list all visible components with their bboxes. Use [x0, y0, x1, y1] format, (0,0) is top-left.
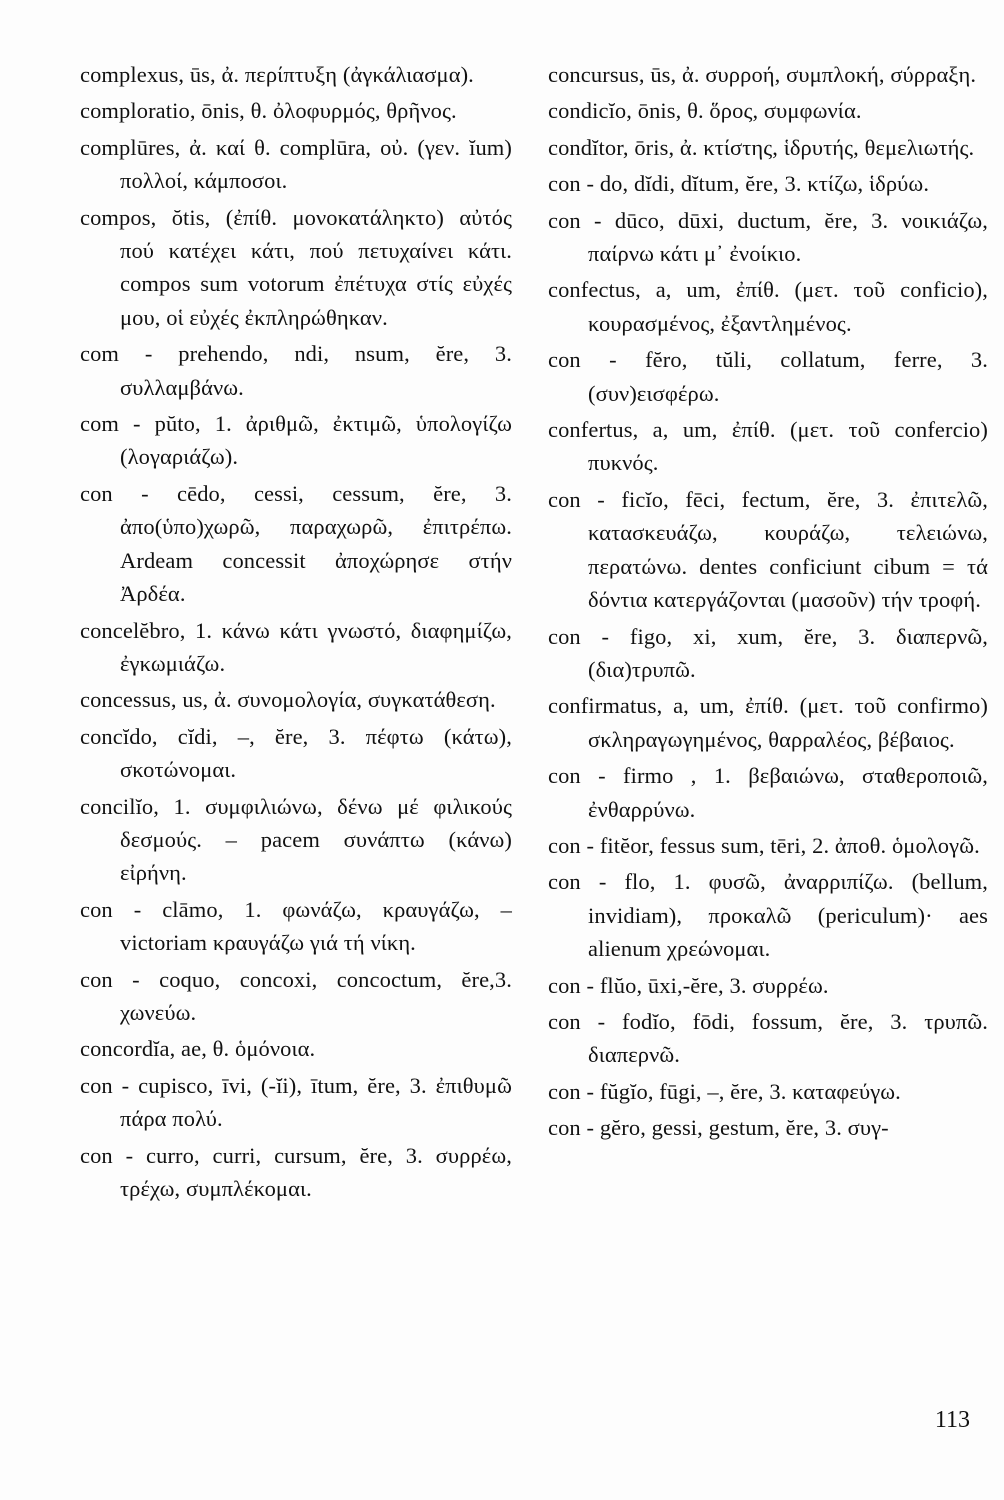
- dictionary-entry: con - flŭo, ūxi,-ĕre, 3. συρρέω.: [548, 972, 829, 998]
- dictionary-entry: con - fitĕor, fessus sum, tēri, 2. ἀποθ. ὁμολογῶ.: [548, 832, 980, 858]
- page-number: 113: [934, 1407, 970, 1433]
- dictionary-entry: comploratio, ōnis, θ. ὀλοφυρμός, θρῆνος.: [80, 98, 457, 124]
- right-column: [548, 58, 988, 1148]
- dictionary-entry: com - prehendo, ndi, nsum, ĕre, 3. συλλαμβάνω.: [80, 341, 512, 400]
- dictionary-entry: complūres, ἀ. καί θ. complūra, οὐ. (γεν. ĭum) πολλοί, κάμποσοι.: [80, 134, 512, 194]
- dictionary-entry: con - firmo , 1. βεβαιώνω, σταθεροποιῶ, ἐνθαρρύνω.: [548, 763, 988, 822]
- dictionary-entry: confirmatus, a, um, ἐπίθ. (μετ. τοῦ confirmo) σκληραγωγημένος, θαρραλέος, βέβαιος.: [548, 693, 988, 752]
- dictionary-entry: con - ficĭo, fēci, fectum, ĕre, 3. ἐπιτελῶ, κατασκευάζω, κουράζω, τελειώνω, περατώνω. dentes conficiunt cibum = τά δόντια κατεργάζονται (μασοῦν) τήν τροφή.: [548, 486, 988, 613]
- dictionary-entry: compos, ŏtis, (ἐπίθ. μονοκατάληκτο) αὐτός πού κατέχει κάτι, πού πετυχαίνει κάτι. compos sum votorum ἐπέτυχα στίς εὐχές μου, οἱ εὐχές ἐκπληρώθηκαν.: [80, 204, 512, 330]
- dictionary-entry: concilĭo, 1. συμφιλιώνω, δένω μέ φιλικούς δεσμούς. – pacem συνάπτω (κάνω) εἰρήνη.: [80, 793, 512, 886]
- dictionary-entry: com - pŭto, 1. ἀριθμῶ, ἐκτιμῶ, ὑπολογίζω (λογαριάζω).: [80, 411, 512, 470]
- dictionary-entry: con - gĕro, gessi, gestum, ĕre, 3. συγ-: [548, 1115, 889, 1141]
- dictionary-entry: con - fodĭo, fōdi, fossum, ĕre, 3. τρυπῶ. διαπερνῶ.: [548, 1008, 988, 1068]
- dictionary-entry: con - clāmo, 1. φωνάζω, κραυγάζω, – victoriam κραυγάζω γιά τή νίκη.: [80, 896, 512, 956]
- dictionary-entry: confectus, a, um, ἐπίθ. (μετ. τοῦ conficio), κουρασμένος, ἐξαντλημένος.: [548, 277, 988, 336]
- dictionary-entry: con - fŭgĭo, fūgi, –, ĕre, 3. καταφεύγω.: [548, 1078, 901, 1104]
- dictionary-entry: con - curro, curri, cursum, ĕre, 3. συρρέω, τρέχω, συμπλέκομαι.: [80, 1142, 512, 1201]
- dictionary-entry: con - figo, xi, xum, ĕre, 3. διαπερνῶ, (δια)τρυπῶ.: [548, 623, 988, 682]
- dictionary-entry: con - dūco, dūxi, ductum, ĕre, 3. νοικιάζω, παίρνω κάτι μ᾽ ἐνοίκιο.: [548, 207, 988, 267]
- dictionary-entry: concĭdo, cĭdi, –, ĕre, 3. πέφτω (κάτω), σκοτώνομαι.: [80, 723, 512, 783]
- dictionary-entry: con - flo, 1. φυσῶ, ἀναρριπίζω. (bellum, invidiam), προκαλῶ (periculum)· aes alienum χρεώνομαι.: [548, 869, 988, 962]
- dictionary-entry: con - coquo, concoxi, concoctum, ĕre,3. χωνεύω.: [80, 966, 512, 1025]
- dictionary-entry: con - cēdo, cessi, cessum, ĕre, 3. ἀπο(ὑπο)χωρῶ, παραχωρῶ, ἐπιτρέπω. Ardeam concessit ἀποχώρησε στήν Ἀρδέα.: [80, 480, 512, 607]
- dictionary-entry: con - fĕro, tŭli, collatum, ferre, 3. (συν)εισφέρω.: [548, 347, 988, 406]
- dictionary-entry: complexus, ūs, ἀ. περίπτυξη (ἀγκάλιασμα).: [80, 62, 474, 87]
- dictionary-entry: condicĭo, ōnis, θ. ὅρος, συμφωνία.: [548, 98, 862, 124]
- dictionary-entry: con - cupisco, īvi, (-ĭi), ītum, ĕre, 3. ἐπιθυμῶ πάρα πολύ.: [80, 1072, 512, 1132]
- dictionary-entry: concursus, ūs, ἀ. συρροή, συμπλοκή, σύρραξη.: [548, 62, 977, 87]
- dictionary-entry: concelĕbro, 1. κάνω κάτι γνωστό, διαφημίζω, ἐγκωμιάζω.: [80, 617, 512, 676]
- dictionary-entry: condĭtor, ōris, ἀ. κτίστης, ἱδρυτής, θεμελιωτής.: [548, 134, 975, 160]
- dictionary-entry: confertus, a, um, ἐπίθ. (μετ. τοῦ confercio) πυκνός.: [548, 417, 988, 476]
- dictionary-entry: concordĭa, ae, θ. ὁμόνοια.: [80, 1036, 316, 1062]
- dictionary-entry: con - do, dĭdi, dĭtum, ĕre, 3. κτίζω, ἱδρύω.: [548, 171, 930, 197]
- dictionary-entry: concessus, us, ἀ. συνομολογία, συγκατάθεση.: [80, 687, 496, 713]
- left-column: [80, 58, 512, 1208]
